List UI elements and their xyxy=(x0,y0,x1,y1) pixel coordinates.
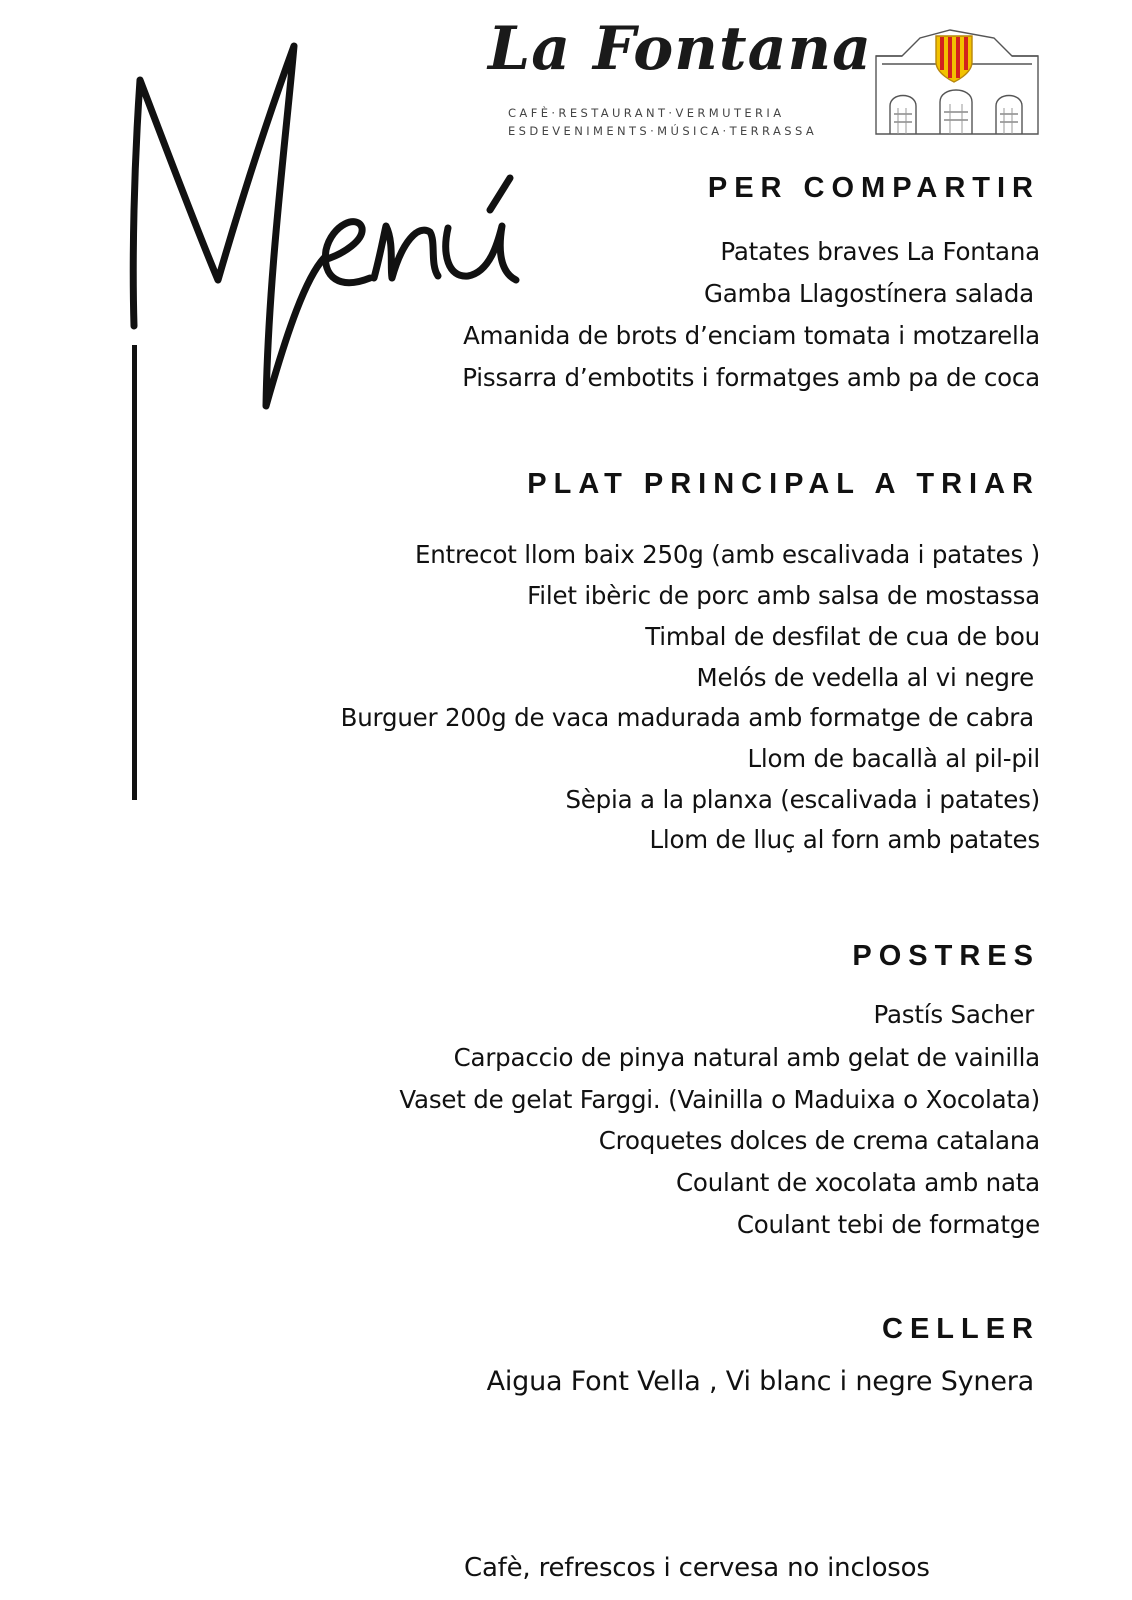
vertical-rule xyxy=(132,345,137,800)
building-illustration-icon xyxy=(872,22,1042,140)
menu-item: Coulant tebi de formatge xyxy=(736,1210,1040,1239)
logo-tagline-top: CAFÈ·RESTAURANT·VERMUTERIA xyxy=(508,106,785,120)
menu-item: Amanida de brots d’enciam tomata i motzarella xyxy=(463,321,1040,350)
menu-item: Melós de vedella al vi negre xyxy=(696,663,1034,692)
menu-item: Sèpia a la planxa (escalivada i patates) xyxy=(565,785,1040,814)
menu-item: Pissarra d’embotits i formatges amb pa de coca xyxy=(462,363,1040,392)
menu-item: Entrecot llom baix 250g (amb escalivada i patates ) xyxy=(414,540,1040,569)
section-heading-postres: POSTRES xyxy=(852,940,1040,972)
menu-item: Burguer 200g de vaca madurada amb formatge de cabra xyxy=(340,703,1034,732)
menu-item: Llom de bacallà al pil-pil xyxy=(747,744,1040,773)
logo-tagline-bottom: ESDEVENIMENTS·MÚSICA·TERRASSA xyxy=(508,124,818,138)
footer-note: Cafè, refrescos i cervesa no inclosos xyxy=(464,1553,930,1583)
menu-item: Llom de lluç al forn amb patates xyxy=(649,825,1040,854)
menu-item: Gamba Llagostínera salada xyxy=(703,279,1034,308)
menu-item: Pastís Sacher xyxy=(873,1000,1034,1029)
menu-item: Filet ibèric de porc amb salsa de mostassa xyxy=(527,581,1040,610)
logo-wordmark: La Fontana xyxy=(488,14,873,84)
menu-item: Carpaccio de pinya natural amb gelat de vainilla xyxy=(453,1043,1040,1072)
menu-item: Timbal de desfilat de cua de bou xyxy=(645,622,1040,651)
menu-item: Aigua Font Vella , Vi blanc i negre Synera xyxy=(486,1366,1034,1397)
menu-item: Patates braves La Fontana xyxy=(720,237,1040,266)
menu-item: Coulant de xocolata amb nata xyxy=(676,1168,1040,1197)
section-heading-plat-principal: PLAT PRINCIPAL A TRIAR xyxy=(527,468,1040,500)
section-heading-per-compartir: PER COMPARTIR xyxy=(707,172,1040,204)
section-heading-celler: CELLER xyxy=(882,1313,1040,1345)
menu-item: Croquetes dolces de crema catalana xyxy=(598,1126,1040,1155)
menu-item: Vaset de gelat Farggi. (Vainilla o Maduixa o Xocolata) xyxy=(399,1085,1040,1114)
